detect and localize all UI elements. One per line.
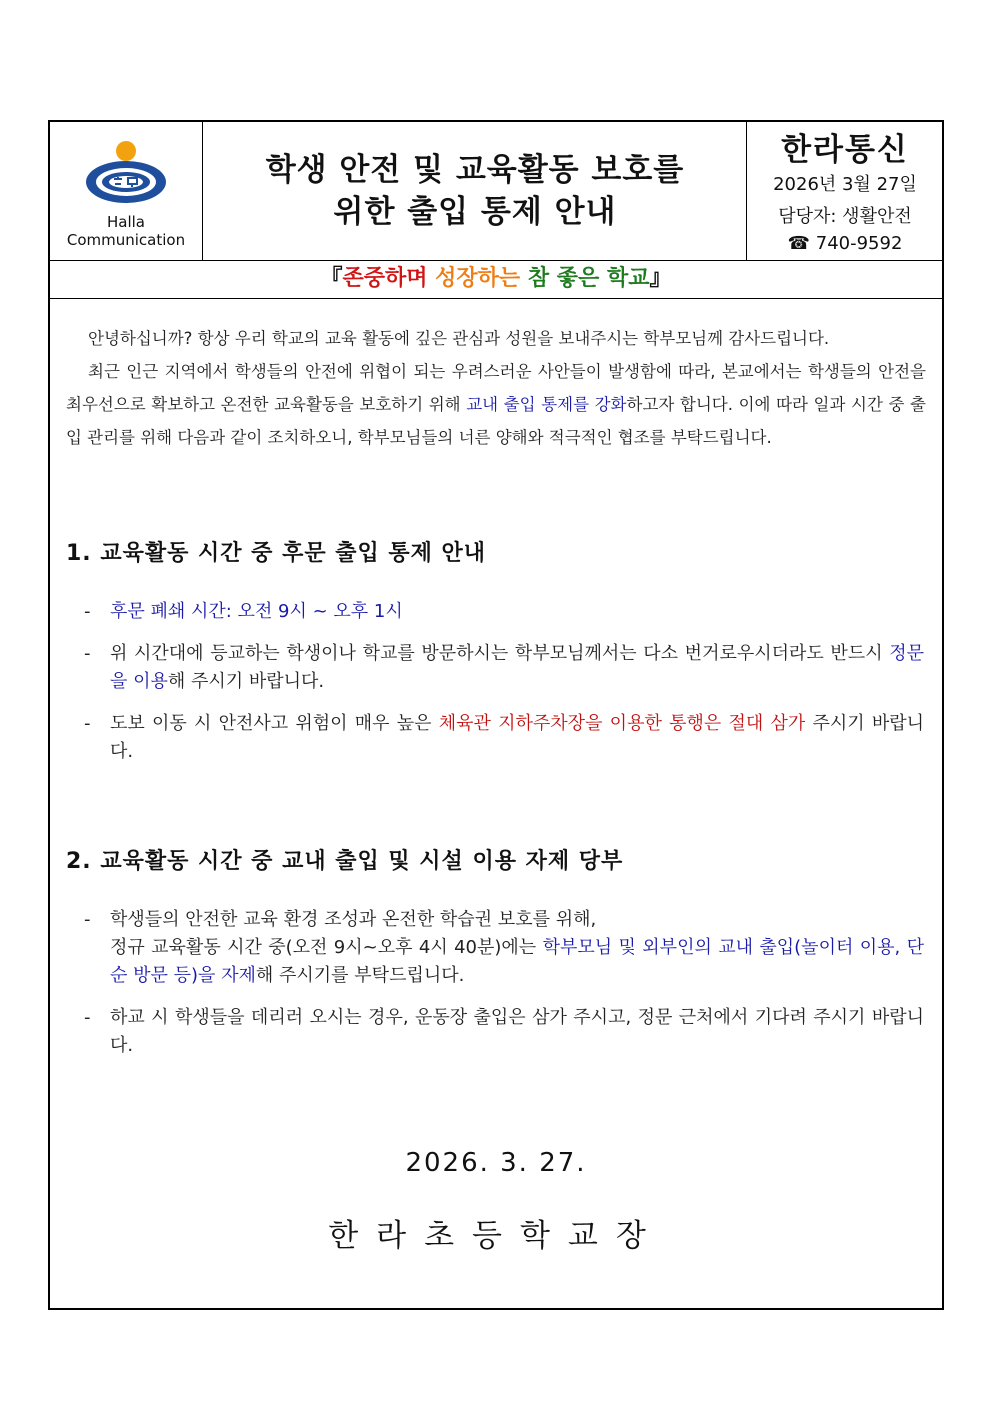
document-title-line-2: 위한 출입 통제 안내 (333, 194, 617, 230)
section-1-heading: 1. 교육활동 시간 중 후문 출입 통제 안내 (66, 541, 487, 566)
bullet-dash: - (84, 713, 91, 734)
s2-b1-text-a: 학생들의 안전한 교육 환경 조성과 온전한 학습권 보호를 위해, (110, 909, 597, 930)
info-cell (748, 122, 942, 260)
slogan-word-5: 학교 (606, 266, 650, 291)
slogan-bracket-close: 』 (649, 266, 672, 291)
title-cell (204, 122, 747, 260)
s1-b3-highlight: 체육관 지하주차장을 이용한 통행은 절대 삼가 (438, 713, 806, 734)
logo-text-halla: Halla (107, 213, 145, 231)
slogan-word-1: 존중하며 (342, 266, 428, 291)
contact-person: 담당자: 생활안전 (778, 206, 912, 227)
slogan-bracket-open: 『 (320, 266, 343, 291)
contact-phone: ☎ 740-9592 (787, 233, 903, 254)
intro-p2-text-a: 최근 인근 지역에서 학생들의 안전에 위협이 되는 우려스러운 사안들이 발생함에 따라, 본교에서는 학생들의 안전을 최우선으로 확보하고 온전한 교육활동을 보호하기 위해 (66, 362, 926, 414)
section-2-list (84, 906, 924, 1074)
bullet-dash: - (84, 643, 91, 664)
bullet-dash: - (84, 601, 91, 622)
newsletter-name: 한라통신 (781, 132, 909, 168)
principal-signature: 한라초등학교장 (328, 1218, 664, 1254)
s2-b1-highlight: 학부모님 및 외부인의 교내 출입(놀이터 이용, 단순 방문 등)을 자제 (110, 937, 924, 986)
s2-b2-text: 하교 시 학생들을 데리러 오시는 경우, 운동장 출입은 삼가 주시고, 정문 근처에서 기다려 주시기 바랍니다. (110, 1007, 924, 1056)
document-frame (48, 120, 944, 1310)
s2-b1-text-d: 해 주시기를 부탁드립니다. (255, 965, 465, 986)
section-2-item-2 (84, 1004, 924, 1060)
section-2-item-1 (84, 906, 924, 990)
document-title-line-1: 학생 안전 및 교육활동 보호를 (265, 152, 685, 188)
s1-b2-text-a: 위 시간대에 등교하는 학생이나 학교를 방문하시는 학부모님께서는 다소 번거로우시더라도 반드시 (110, 643, 890, 664)
intro-paragraph-1: 안녕하십니까? 항상 우리 학교의 교육 활동에 깊은 관심과 성원을 보내주시는 학부모님께 감사드립니다. (88, 329, 830, 348)
s2-b1-text-b: 정규 교육활동 시간 중(오전 9시~오후 4시 40분)에는 (110, 937, 543, 958)
logo-cell (50, 122, 203, 260)
section-1-item-3 (84, 710, 924, 766)
header-table (50, 122, 942, 261)
back-gate-closing-time: 후문 폐쇄 시간: 오전 9시 ~ 오후 1시 (110, 601, 403, 622)
section-1-item-1 (84, 598, 924, 626)
intro-paragraph-2 (66, 355, 926, 454)
s1-b3-text-c: 주시기 바랍니다. (110, 713, 924, 762)
school-slogan (50, 260, 942, 299)
s1-b2-text-c: 해 주시기 바랍니다. (167, 671, 325, 692)
intro-p2-highlight: 교내 출입 통제를 강화 (466, 395, 627, 414)
slogan-word-4: 좋은 (556, 266, 600, 291)
section-1-list (84, 598, 924, 780)
bullet-dash: - (84, 909, 91, 930)
slogan-word-2: 성장하는 (435, 266, 521, 291)
footer-date: 2026. 3. 27. (405, 1148, 587, 1178)
section-1-item-2 (84, 640, 924, 696)
section-2-heading: 2. 교육활동 시간 중 교내 출입 및 시설 이용 자제 당부 (66, 849, 624, 874)
intro-text (66, 322, 926, 454)
s1-b3-text-a: 도보 이동 시 안전사고 위험이 매우 높은 (110, 713, 439, 734)
s1-b2-highlight: 정문을 이용 (110, 643, 924, 692)
slogan-word-3: 참 (527, 266, 550, 291)
issue-date: 2026년 3월 27일 (773, 174, 917, 195)
bullet-dash: - (84, 1007, 91, 1028)
logo-text-communication: Communication (66, 231, 186, 249)
intro-p2-text-c: 하고자 합니다. 이에 따라 일과 시간 중 출입 관리를 위해 다음과 같이 조치하오니, 학부모님들의 너른 양해와 적극적인 협조를 부탁드립니다. (66, 395, 926, 447)
halla-logo-icon (82, 138, 170, 210)
